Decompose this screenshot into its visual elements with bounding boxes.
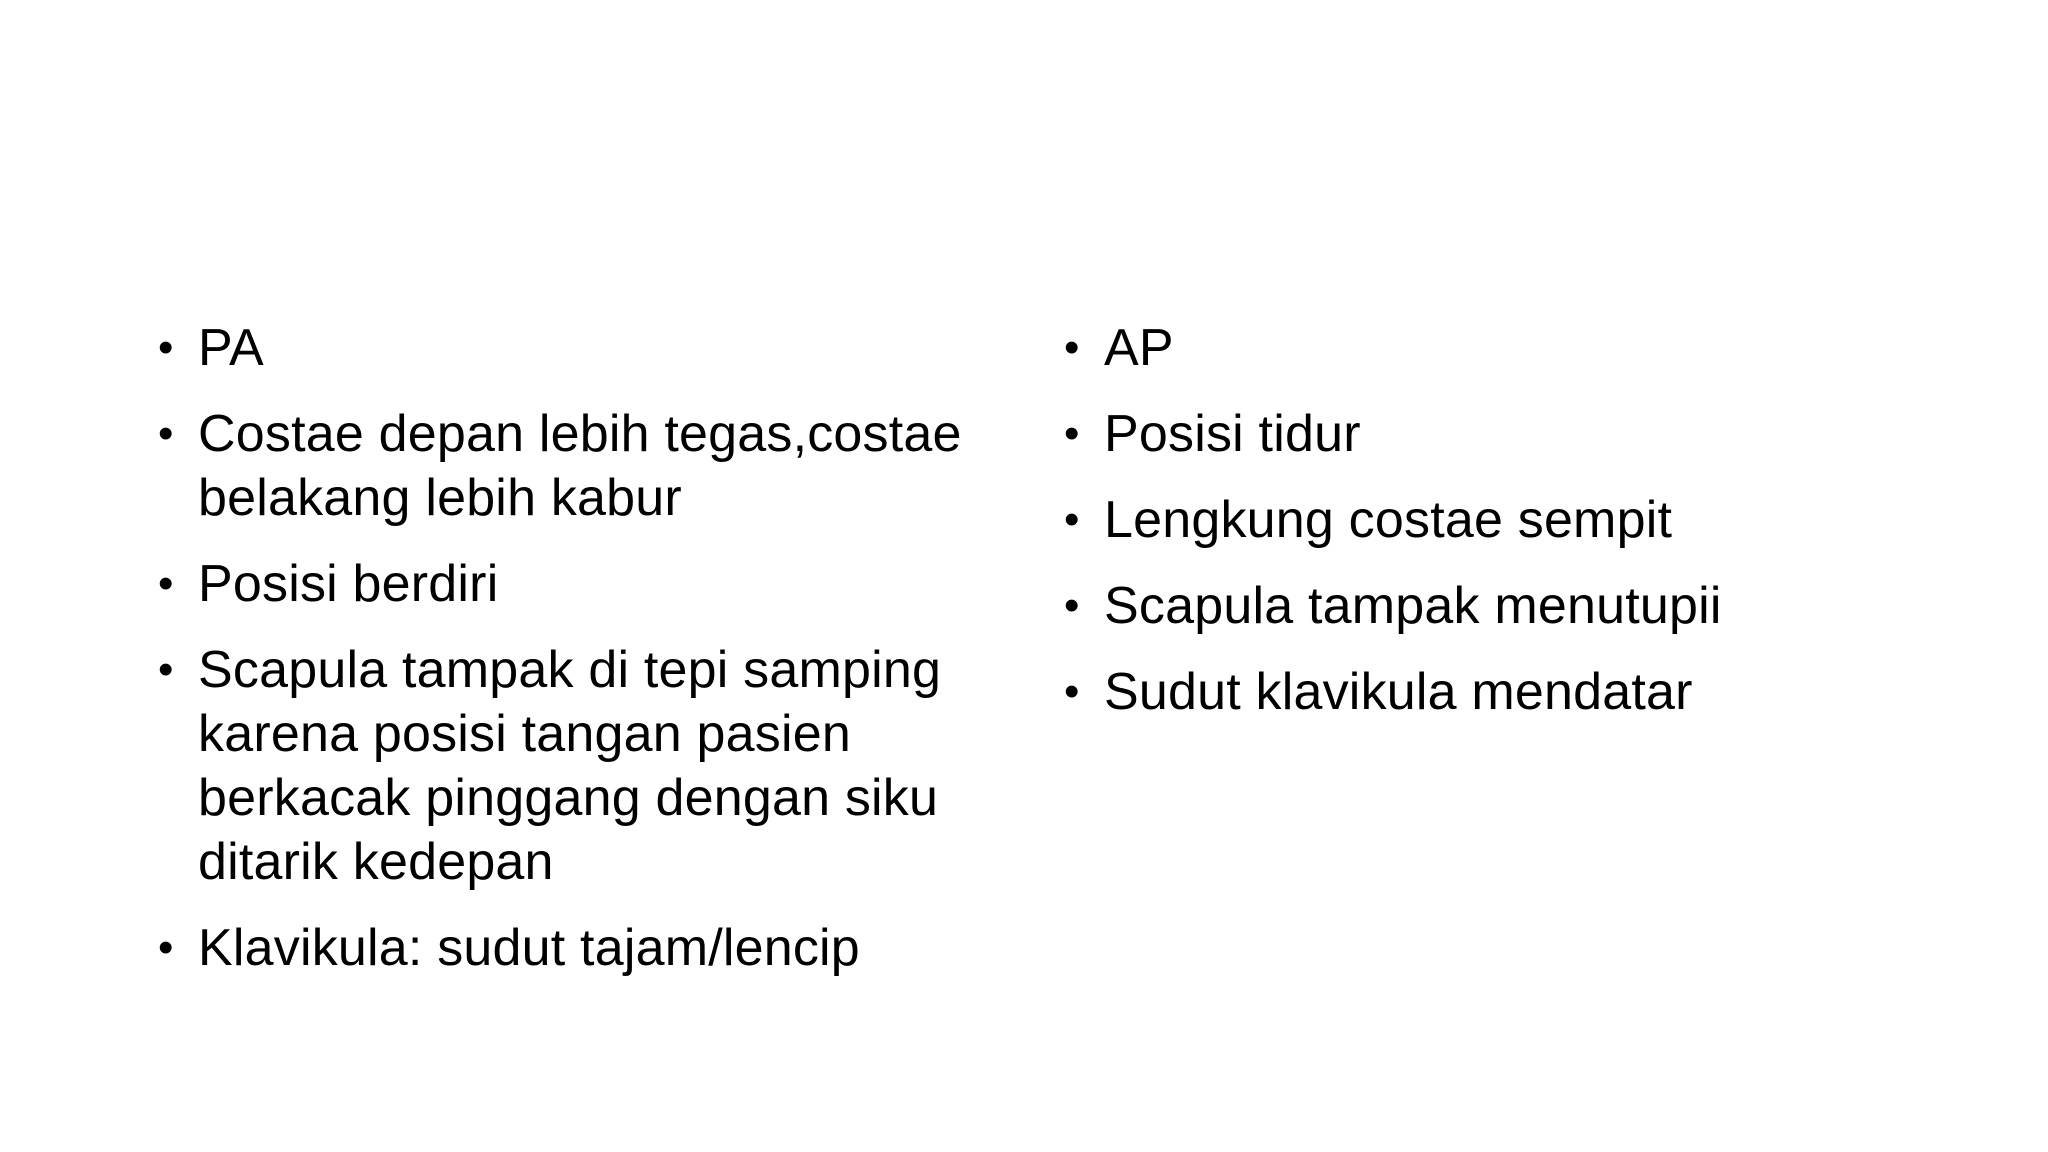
list-item	[158, 316, 1018, 380]
list-item	[1064, 574, 1924, 638]
list-item-text: Lengkung costae sempit	[1104, 491, 1673, 549]
bullet-icon: •	[1064, 581, 1080, 630]
list-item-text: Scapula tampak di tepi samping karena posisi tangan pasien berkacak pinggang dengan siku ditarik kedepan	[198, 641, 942, 891]
bullet-icon: •	[158, 409, 174, 458]
list-item	[158, 402, 1018, 530]
list-item-text: PA	[198, 319, 264, 377]
bullet-icon: •	[158, 559, 174, 608]
list-item	[158, 916, 1018, 980]
list-item	[1064, 488, 1924, 552]
bullet-icon: •	[1064, 495, 1080, 544]
list-item-text: Sudut klavikula mendatar	[1104, 663, 1693, 721]
list-item-text: Posisi tidur	[1104, 405, 1361, 463]
list-item	[158, 638, 1018, 894]
list-item-text: Costae depan lebih tegas,costae belakang lebih kabur	[198, 405, 962, 527]
bullet-icon: •	[1064, 323, 1080, 372]
bullet-icon: •	[158, 323, 174, 372]
bullet-icon: •	[158, 645, 174, 694]
list-item-text: AP	[1104, 319, 1174, 377]
bullet-icon: •	[1064, 409, 1080, 458]
left-bullet-list	[158, 316, 1018, 1002]
list-item-text: Posisi berdiri	[198, 555, 499, 613]
list-item	[158, 552, 1018, 616]
list-item	[1064, 316, 1924, 380]
list-item	[1064, 660, 1924, 724]
right-bullet-list	[1064, 316, 1924, 746]
list-item-text: Scapula tampak menutupii	[1104, 577, 1722, 635]
bullet-icon: •	[158, 923, 174, 972]
list-item	[1064, 402, 1924, 466]
bullet-icon: •	[1064, 667, 1080, 716]
list-item-text: Klavikula: sudut tajam/lencip	[198, 919, 860, 977]
